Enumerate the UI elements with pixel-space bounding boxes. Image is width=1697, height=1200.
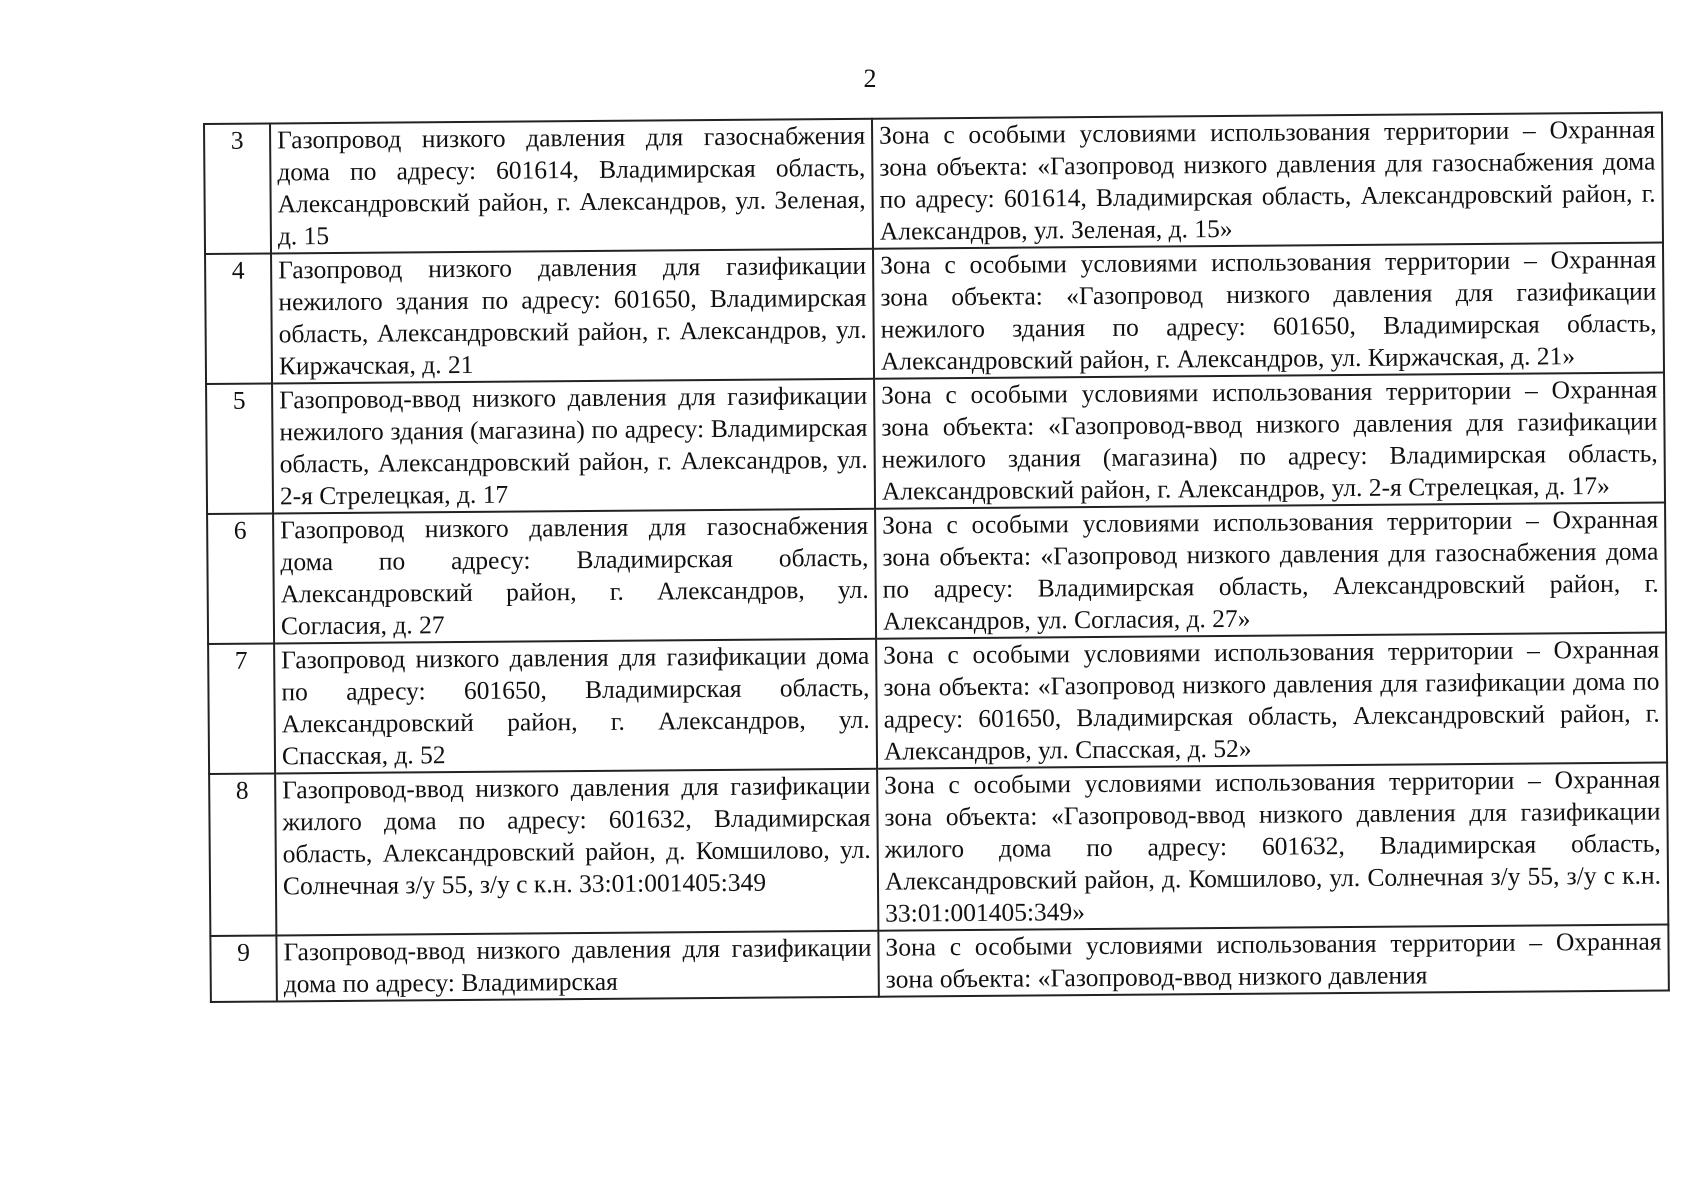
row-number: 5 (206, 383, 273, 514)
table-row (207, 503, 1666, 644)
object-name-cell: Газопровод-ввод низкого давления для газификации жилого дома по адресу: 601632, Владимирская область, Александровский район, д. Комшилово, ул. Солнечная з/у 55, з/у с к.н. 33:01:001405:349 (275, 769, 878, 936)
row-number: 7 (208, 643, 275, 774)
zones-table (203, 112, 1670, 1003)
object-name-cell: Газопровод низкого давления для газификации нежилого здания по адресу: 601650, Владимирская область, Александровский район, г. Александров, ул. Киржачская, д. 21 (271, 249, 874, 384)
row-number: 3 (204, 123, 271, 254)
row-number: 4 (205, 253, 272, 384)
row-number: 6 (207, 513, 274, 644)
zone-description-cell: Зона с особыми условиями использования территории – Охранная зона объекта: «Газопровод низкого давления для газификации дома по адресу: 601650, Владимирская область, Александровский район, г. Александров, ул. Спасская, д. 52» (876, 633, 1667, 769)
page-number: 2 (863, 64, 877, 93)
table-row (204, 113, 1663, 254)
row-number: 8 (209, 773, 276, 936)
zone-description-cell: Зона с особыми условиями использования территории – Охранная зона объекта: «Газопровод низкого давления для газоснабжения дома по адресу: Владимирская область, Александровский район, г. Александров, ул. Согласия, д. 27» (875, 503, 1666, 639)
object-name-cell: Газопровод низкого давления для газификации дома по адресу: 601650, Владимирская область, Александровский район, г. Александров, ул. Спасская, д. 52 (274, 639, 877, 774)
zone-description-cell: Зона с особыми условиями использования территории – Охранная зона объекта: «Газопровод-ввод низкого давления для газификации нежилого здания (магазина) по адресу: Владимирская область, Александровский район, г. Александров, ул. 2-я Стрелецкая, д. 17» (874, 373, 1665, 509)
zone-description-cell: Зона с особыми условиями использования территории – Охранная зона объекта: «Газопровод-ввод низкого давления (878, 925, 1668, 997)
table-row (205, 243, 1664, 384)
table-row (208, 633, 1667, 774)
zone-description-cell: Зона с особыми условиями использования территории – Охранная зона объекта: «Газопровод низкого давления для газоснабжения дома по адресу: 601614, Владимирская область, Александровский район, г. Александров, ул. Зеленая, д. 15» (872, 113, 1663, 249)
object-name-cell: Газопровод низкого давления для газоснабжения дома по адресу: Владимирская область, Александровский район, г. Александров, ул. Согласия, д. 27 (273, 509, 876, 644)
object-name-cell: Газопровод низкого давления для газоснабжения дома по адресу: 601614, Владимирская область, Александровский район, г. Александров, ул. Зеленая, д. 15 (270, 119, 873, 254)
zone-description-cell: Зона с особыми условиями использования территории – Охранная зона объекта: «Газопровод-ввод низкого давления для газификации жилого дома по адресу: 601632, Владимирская область, Александровский район, д. Комшилово, ул. Солнечная з/у 55, з/у с к.н. 33:01:001405:349» (877, 763, 1668, 931)
table-row (209, 763, 1668, 936)
object-name-cell: Газопровод-ввод низкого давления для газификации дома по адресу: Владимирская (276, 931, 878, 1002)
table-row (206, 373, 1665, 514)
table-row (210, 925, 1668, 1002)
row-number: 9 (210, 935, 277, 1002)
zone-description-cell: Зона с особыми условиями использования территории – Охранная зона объекта: «Газопровод низкого давления для газификации нежилого здания по адресу: 601650, Владимирская область, Александровский район, г. Александров, ул. Киржачская, д. 21» (873, 243, 1664, 379)
object-name-cell: Газопровод-ввод низкого давления для газификации нежилого здания (магазина) по адресу: Владимирская область, Александровский район, г. Александров, ул. 2-я Стрелецкая, д. 17 (272, 379, 875, 514)
